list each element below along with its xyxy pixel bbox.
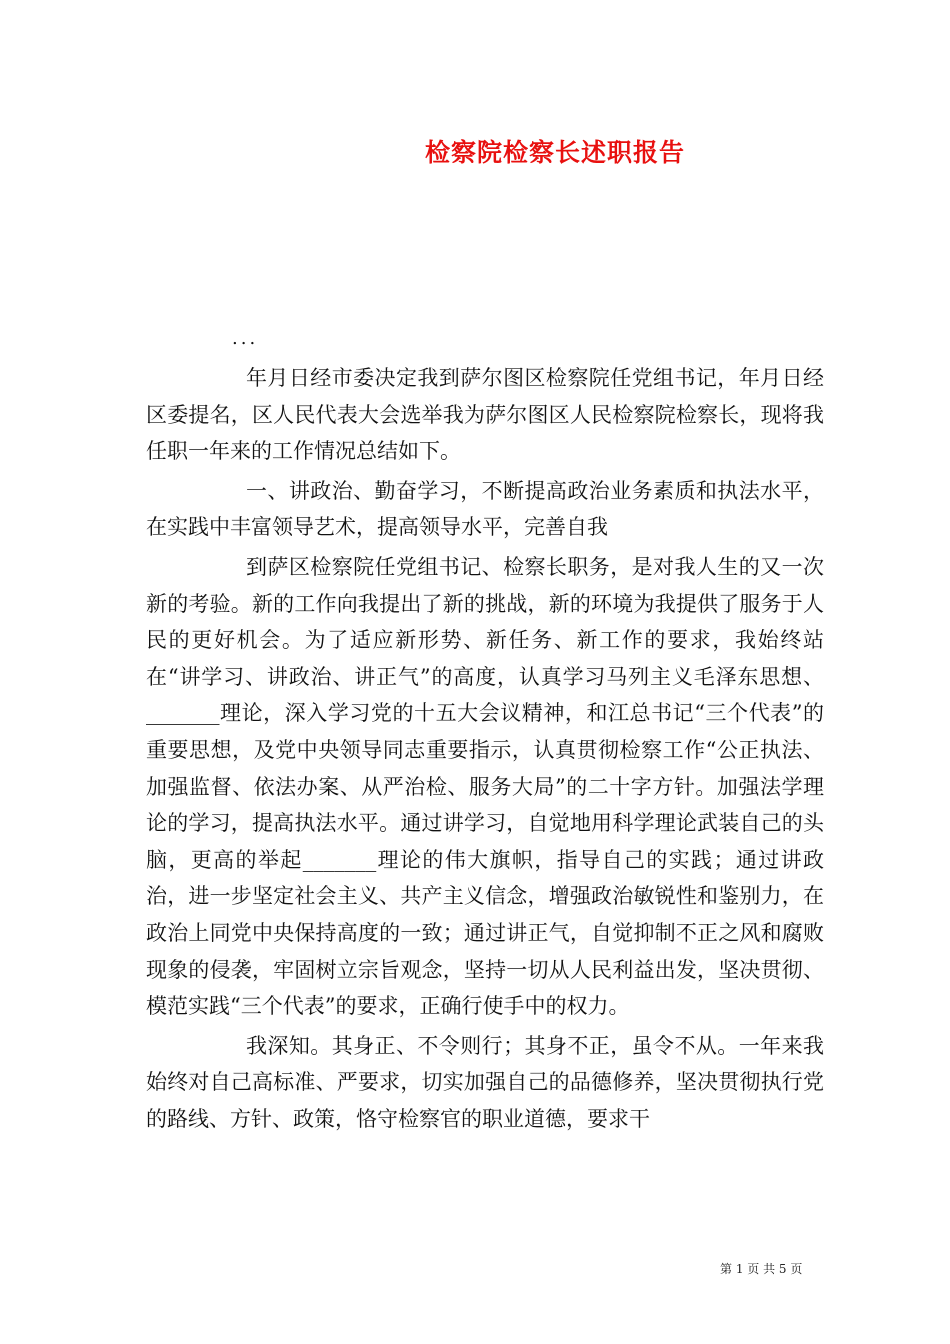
- ellipsis-marker: ...: [232, 328, 259, 349]
- paragraph-heading-one: 一、讲政治、勤奋学习，不断提高政治业务素质和执法水平，在实践中丰富领导艺术，提高领导水平，完善自我: [146, 478, 824, 540]
- document-title: 检察院检察长述职报告: [424, 138, 685, 167]
- paragraph-study: 到萨区检察院任党组书记、检察长职务，是对我人生的又一次新的考验。新的工作向我提出了新的挑战，新的环境为我提供了服务于人民的更好机会。为了适应新形势、新任务、新工作的要求，我始终站在“讲学习、讲政治、讲正气”的高度，认真学习马列主义毛泽东思想、_______理论，深入学习党的十五大会议精神，和江总书记“三个代表”的重要思想，及党中央领导同志重要指示，认真贯彻检察工作“公正执法、加强监督、依法办案、从严治检、服务大局”的二十字方针。加强法学理论的学习，提高执法水平。通过讲学习，自觉地用科学理论武装自己的头脑，更高的举起_______理论的伟大旗帜，指导自己的实践；通过讲政治，进一步坚定社会主义、共产主义信念，增强政治敏锐性和鉴别力，在政治上同党中央保持高度的一致；通过讲正气，自觉抑制不正之风和腐败现象的侵袭，牢固树立宗旨观念，坚持一切从人民利益出发，坚决贯彻、模范实践“三个代表”的要求，正确行使手中的权力。: [146, 554, 824, 1019]
- document-body: [146, 360, 824, 1137]
- page-number-footer: 第 1 页 共 5 页: [720, 1262, 803, 1276]
- paragraph-intro: 年月日经市委决定我到萨尔图区检察院任党组书记，年月日经区委提名，区人民代表大会选举我为萨尔图区人民检察院检察长，现将我任职一年来的工作情况总结如下。: [146, 366, 824, 464]
- paragraph-self-discipline: 我深知。其身正、不令则行；其身不正，虽令不从。一年来我始终对自己高标准、严要求，切实加强自己的品德修养，坚决贯彻执行党的路线、方针、政策，恪守检察官的职业道德，要求干: [146, 1033, 824, 1131]
